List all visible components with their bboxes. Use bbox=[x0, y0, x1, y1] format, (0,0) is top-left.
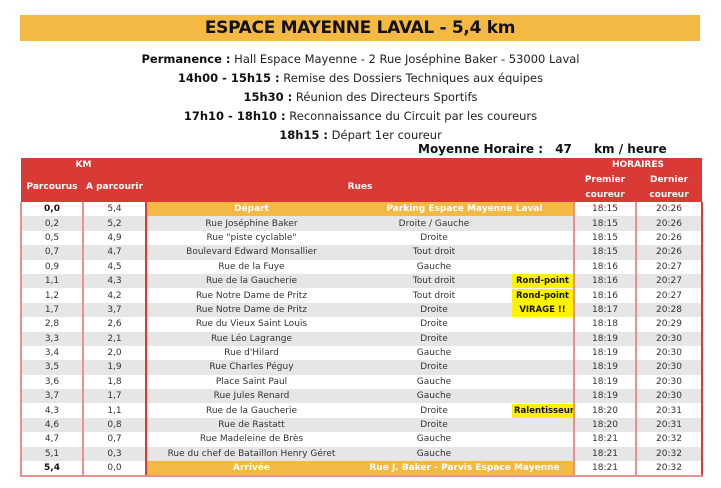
cell-direction: Gauche bbox=[356, 432, 512, 446]
cell-note bbox=[512, 245, 574, 259]
cell-note bbox=[512, 231, 574, 245]
cell-premier-coureur: 18:19 bbox=[574, 375, 636, 389]
cell-dernier-coureur: 20:30 bbox=[636, 375, 702, 389]
cell-rue: Rue Notre Dame de Pritz bbox=[146, 303, 356, 317]
cell-rue: Rue de la Gaucherie bbox=[146, 274, 356, 288]
cell-dernier-coureur: 20:27 bbox=[636, 260, 702, 274]
event-info bbox=[0, 50, 721, 145]
cell-note bbox=[512, 389, 574, 403]
cell-rue: Arrivée bbox=[146, 461, 356, 476]
info-permanence: Permanence : Hall Espace Mayenne - 2 Rue Joséphine Baker - 53000 Laval bbox=[141, 52, 580, 66]
cell-km-a-parcourir: 0,3 bbox=[83, 447, 146, 461]
cell-note bbox=[512, 432, 574, 446]
cell-km-parcourus: 1,2 bbox=[21, 288, 83, 302]
header-premier-coureur: coureur bbox=[574, 187, 636, 202]
cell-rue: Rue Charles Péguy bbox=[146, 360, 356, 374]
cell-km-parcourus: 0,2 bbox=[21, 216, 83, 230]
table-row bbox=[21, 403, 702, 417]
header-premier: Premier bbox=[574, 172, 636, 187]
cell-km-parcourus: 4,7 bbox=[21, 432, 83, 446]
cell-km-parcourus: 0,9 bbox=[21, 260, 83, 274]
cell-premier-coureur: 18:17 bbox=[574, 303, 636, 317]
cell-km-parcourus: 3,7 bbox=[21, 389, 83, 403]
cell-note bbox=[512, 375, 574, 389]
cell-rue: Rue "piste cyclable" bbox=[146, 231, 356, 245]
cell-km-parcourus: 4,3 bbox=[21, 403, 83, 417]
table-row bbox=[21, 432, 702, 446]
cell-dernier-coureur: 20:29 bbox=[636, 317, 702, 331]
table-row bbox=[21, 346, 702, 360]
cell-premier-coureur: 18:15 bbox=[574, 202, 636, 216]
route-table-body bbox=[21, 202, 702, 476]
info-reconnaissance: 17h10 - 18h10 : Reconnaissance du Circuit par les coureurs bbox=[183, 109, 538, 123]
cell-rue: Rue de la Gaucherie bbox=[146, 403, 356, 417]
cell-km-parcourus: 1,1 bbox=[21, 274, 83, 288]
cell-direction: Droite / Gauche bbox=[356, 216, 512, 230]
info-depart: 18h15 : Départ 1er coureur bbox=[279, 128, 442, 142]
cell-dernier-coureur: 20:32 bbox=[636, 432, 702, 446]
table-row bbox=[21, 245, 702, 259]
cell-premier-coureur: 18:19 bbox=[574, 360, 636, 374]
page-title bbox=[20, 15, 700, 41]
cell-premier-coureur: 18:19 bbox=[574, 346, 636, 360]
route-table-header bbox=[21, 158, 702, 202]
cell-km-a-parcourir: 1,8 bbox=[83, 375, 146, 389]
cell-km-parcourus: 0,7 bbox=[21, 245, 83, 259]
table-row bbox=[21, 288, 702, 302]
cell-dernier-coureur: 20:27 bbox=[636, 288, 702, 302]
cell-km-a-parcourir: 5,4 bbox=[83, 202, 146, 216]
cell-dernier-coureur: 20:27 bbox=[636, 274, 702, 288]
cell-direction: Droite bbox=[356, 418, 512, 432]
header-horaires: HORAIRES bbox=[574, 158, 702, 172]
note-badge: Rond-point bbox=[512, 289, 573, 303]
cell-km-a-parcourir: 4,7 bbox=[83, 245, 146, 259]
cell-rue: Boulevard Edward Monsallier bbox=[146, 245, 356, 259]
cell-rue: Départ bbox=[146, 202, 356, 216]
table-row bbox=[21, 418, 702, 432]
average-speed bbox=[418, 142, 667, 156]
info-reunion: 15h30 : Réunion des Directeurs Sportifs bbox=[243, 90, 478, 104]
table-row bbox=[21, 360, 702, 374]
header-dernier: Dernier bbox=[636, 172, 702, 187]
cell-direction: Tout droit bbox=[356, 245, 512, 259]
table-row bbox=[21, 389, 702, 403]
average-speed-unit: km / heure bbox=[594, 142, 667, 156]
cell-rue: Rue Jules Renard bbox=[146, 389, 356, 403]
cell-km-parcourus: 4,6 bbox=[21, 418, 83, 432]
header-blank bbox=[146, 158, 574, 172]
header-a-parcourir: A parcourir bbox=[83, 172, 146, 202]
cell-km-a-parcourir: 5,2 bbox=[83, 216, 146, 230]
cell-km-parcourus: 3,3 bbox=[21, 332, 83, 346]
cell-direction: Droite bbox=[356, 332, 512, 346]
note-badge: VIRAGE !! bbox=[512, 303, 573, 317]
cell-note bbox=[512, 303, 574, 317]
cell-km-a-parcourir: 1,1 bbox=[83, 403, 146, 417]
cell-direction: Gauche bbox=[356, 375, 512, 389]
table-row bbox=[21, 375, 702, 389]
cell-km-a-parcourir: 0,8 bbox=[83, 418, 146, 432]
cell-km-parcourus: 0,5 bbox=[21, 231, 83, 245]
cell-direction: Droite bbox=[356, 303, 512, 317]
cell-km-parcourus: 0,0 bbox=[21, 202, 83, 216]
cell-premier-coureur: 18:19 bbox=[574, 389, 636, 403]
cell-km-parcourus: 5,1 bbox=[21, 447, 83, 461]
cell-km-a-parcourir: 2,6 bbox=[83, 317, 146, 331]
table-row-finish bbox=[21, 461, 702, 476]
cell-dernier-coureur: 20:30 bbox=[636, 332, 702, 346]
cell-premier-coureur: 18:16 bbox=[574, 260, 636, 274]
header-parcourus: Parcourus bbox=[21, 172, 83, 202]
cell-direction: Gauche bbox=[356, 260, 512, 274]
table-row bbox=[21, 317, 702, 331]
cell-km-a-parcourir: 1,7 bbox=[83, 389, 146, 403]
cell-direction: Gauche bbox=[356, 447, 512, 461]
cell-premier-coureur: 18:18 bbox=[574, 317, 636, 331]
cell-dernier-coureur: 20:31 bbox=[636, 403, 702, 417]
cell-direction: Tout droit bbox=[356, 274, 512, 288]
cell-direction: Droite bbox=[356, 231, 512, 245]
table-row bbox=[21, 332, 702, 346]
cell-rue: Place Saint Paul bbox=[146, 375, 356, 389]
cell-dernier-coureur: 20:26 bbox=[636, 202, 702, 216]
cell-km-a-parcourir: 0,7 bbox=[83, 432, 146, 446]
cell-dernier-coureur: 20:30 bbox=[636, 346, 702, 360]
cell-premier-coureur: 18:15 bbox=[574, 216, 636, 230]
cell-rue: Rue de la Fuye bbox=[146, 260, 356, 274]
cell-km-a-parcourir: 2,1 bbox=[83, 332, 146, 346]
cell-km-parcourus: 3,5 bbox=[21, 360, 83, 374]
cell-premier-coureur: 18:20 bbox=[574, 403, 636, 417]
average-speed-label: Moyenne Horaire : bbox=[418, 142, 543, 156]
cell-km-parcourus: 1,7 bbox=[21, 303, 83, 317]
cell-dernier-coureur: 20:30 bbox=[636, 360, 702, 374]
cell-km-a-parcourir: 4,5 bbox=[83, 260, 146, 274]
cell-rue: Rue d'Hilard bbox=[146, 346, 356, 360]
cell-direction: Droite bbox=[356, 403, 512, 417]
info-dossiers: 14h00 - 15h15 : Remise des Dossiers Techniques aux équipes bbox=[177, 71, 544, 85]
cell-dernier-coureur: 20:28 bbox=[636, 303, 702, 317]
cell-km-a-parcourir: 2,0 bbox=[83, 346, 146, 360]
cell-note bbox=[512, 260, 574, 274]
average-speed-value: 47 bbox=[555, 142, 572, 156]
cell-km-a-parcourir: 4,3 bbox=[83, 274, 146, 288]
cell-premier-coureur: 18:19 bbox=[574, 332, 636, 346]
cell-km-a-parcourir: 4,9 bbox=[83, 231, 146, 245]
cell-rue: Rue du chef de Bataillon Henry Géret bbox=[146, 447, 356, 461]
note-badge: Rond-point bbox=[512, 274, 573, 288]
table-row bbox=[21, 447, 702, 461]
cell-km-parcourus: 5,4 bbox=[21, 461, 83, 476]
cell-note bbox=[512, 346, 574, 360]
cell-rue: Rue Madeleine de Brès bbox=[146, 432, 356, 446]
cell-note bbox=[512, 360, 574, 374]
cell-direction: Droite bbox=[356, 360, 512, 374]
cell-premier-coureur: 18:15 bbox=[574, 231, 636, 245]
route-table bbox=[20, 158, 703, 477]
cell-km-a-parcourir: 4,2 bbox=[83, 288, 146, 302]
cell-direction: Tout droit bbox=[356, 288, 512, 302]
cell-km-a-parcourir: 1,9 bbox=[83, 360, 146, 374]
cell-note bbox=[512, 317, 574, 331]
cell-dernier-coureur: 20:31 bbox=[636, 418, 702, 432]
cell-dernier-coureur: 20:32 bbox=[636, 447, 702, 461]
cell-dernier-coureur: 20:32 bbox=[636, 461, 702, 476]
table-row bbox=[21, 260, 702, 274]
cell-rue: Rue Notre Dame de Pritz bbox=[146, 288, 356, 302]
cell-note bbox=[512, 403, 574, 417]
cell-note bbox=[512, 332, 574, 346]
table-row bbox=[21, 303, 702, 317]
table-row bbox=[21, 274, 702, 288]
cell-premier-coureur: 18:20 bbox=[574, 418, 636, 432]
cell-rue: Rue Joséphine Baker bbox=[146, 216, 356, 230]
cell-direction: Gauche bbox=[356, 389, 512, 403]
table-row bbox=[21, 216, 702, 230]
cell-direction: Droite bbox=[356, 317, 512, 331]
cell-note bbox=[512, 418, 574, 432]
table-row bbox=[21, 231, 702, 245]
cell-dernier-coureur: 20:26 bbox=[636, 231, 702, 245]
cell-premier-coureur: 18:15 bbox=[574, 245, 636, 259]
cell-note bbox=[512, 447, 574, 461]
cell-note bbox=[512, 216, 574, 230]
cell-dernier-coureur: 20:26 bbox=[636, 245, 702, 259]
cell-direction: Gauche bbox=[356, 346, 512, 360]
cell-km-a-parcourir: 3,7 bbox=[83, 303, 146, 317]
cell-dernier-coureur: 20:30 bbox=[636, 389, 702, 403]
cell-premier-coureur: 18:21 bbox=[574, 461, 636, 476]
cell-direction: Rue J. Baker - Parvis Espace Mayenne bbox=[356, 461, 574, 476]
cell-note bbox=[512, 274, 574, 288]
cell-premier-coureur: 18:16 bbox=[574, 274, 636, 288]
cell-dernier-coureur: 20:26 bbox=[636, 216, 702, 230]
cell-km-a-parcourir: 0,0 bbox=[83, 461, 146, 476]
cell-direction: Parking Espace Mayenne Laval bbox=[356, 202, 574, 216]
cell-km-parcourus: 2,8 bbox=[21, 317, 83, 331]
cell-note bbox=[512, 288, 574, 302]
header-dernier-coureur: coureur bbox=[636, 187, 702, 202]
cell-km-parcourus: 3,6 bbox=[21, 375, 83, 389]
note-badge: Ralentisseur bbox=[514, 405, 574, 416]
cell-rue: Rue de Rastatt bbox=[146, 418, 356, 432]
title-text: ESPACE MAYENNE LAVAL - 5,4 km bbox=[204, 18, 516, 38]
cell-rue: Rue du Vieux Saint Louis bbox=[146, 317, 356, 331]
table-row-start bbox=[21, 202, 702, 216]
cell-km-parcourus: 3,4 bbox=[21, 346, 83, 360]
cell-premier-coureur: 18:21 bbox=[574, 447, 636, 461]
header-km: KM bbox=[21, 158, 146, 172]
header-rues: Rues bbox=[146, 172, 574, 202]
cell-premier-coureur: 18:21 bbox=[574, 432, 636, 446]
cell-rue: Rue Léo Lagrange bbox=[146, 332, 356, 346]
cell-premier-coureur: 18:16 bbox=[574, 288, 636, 302]
